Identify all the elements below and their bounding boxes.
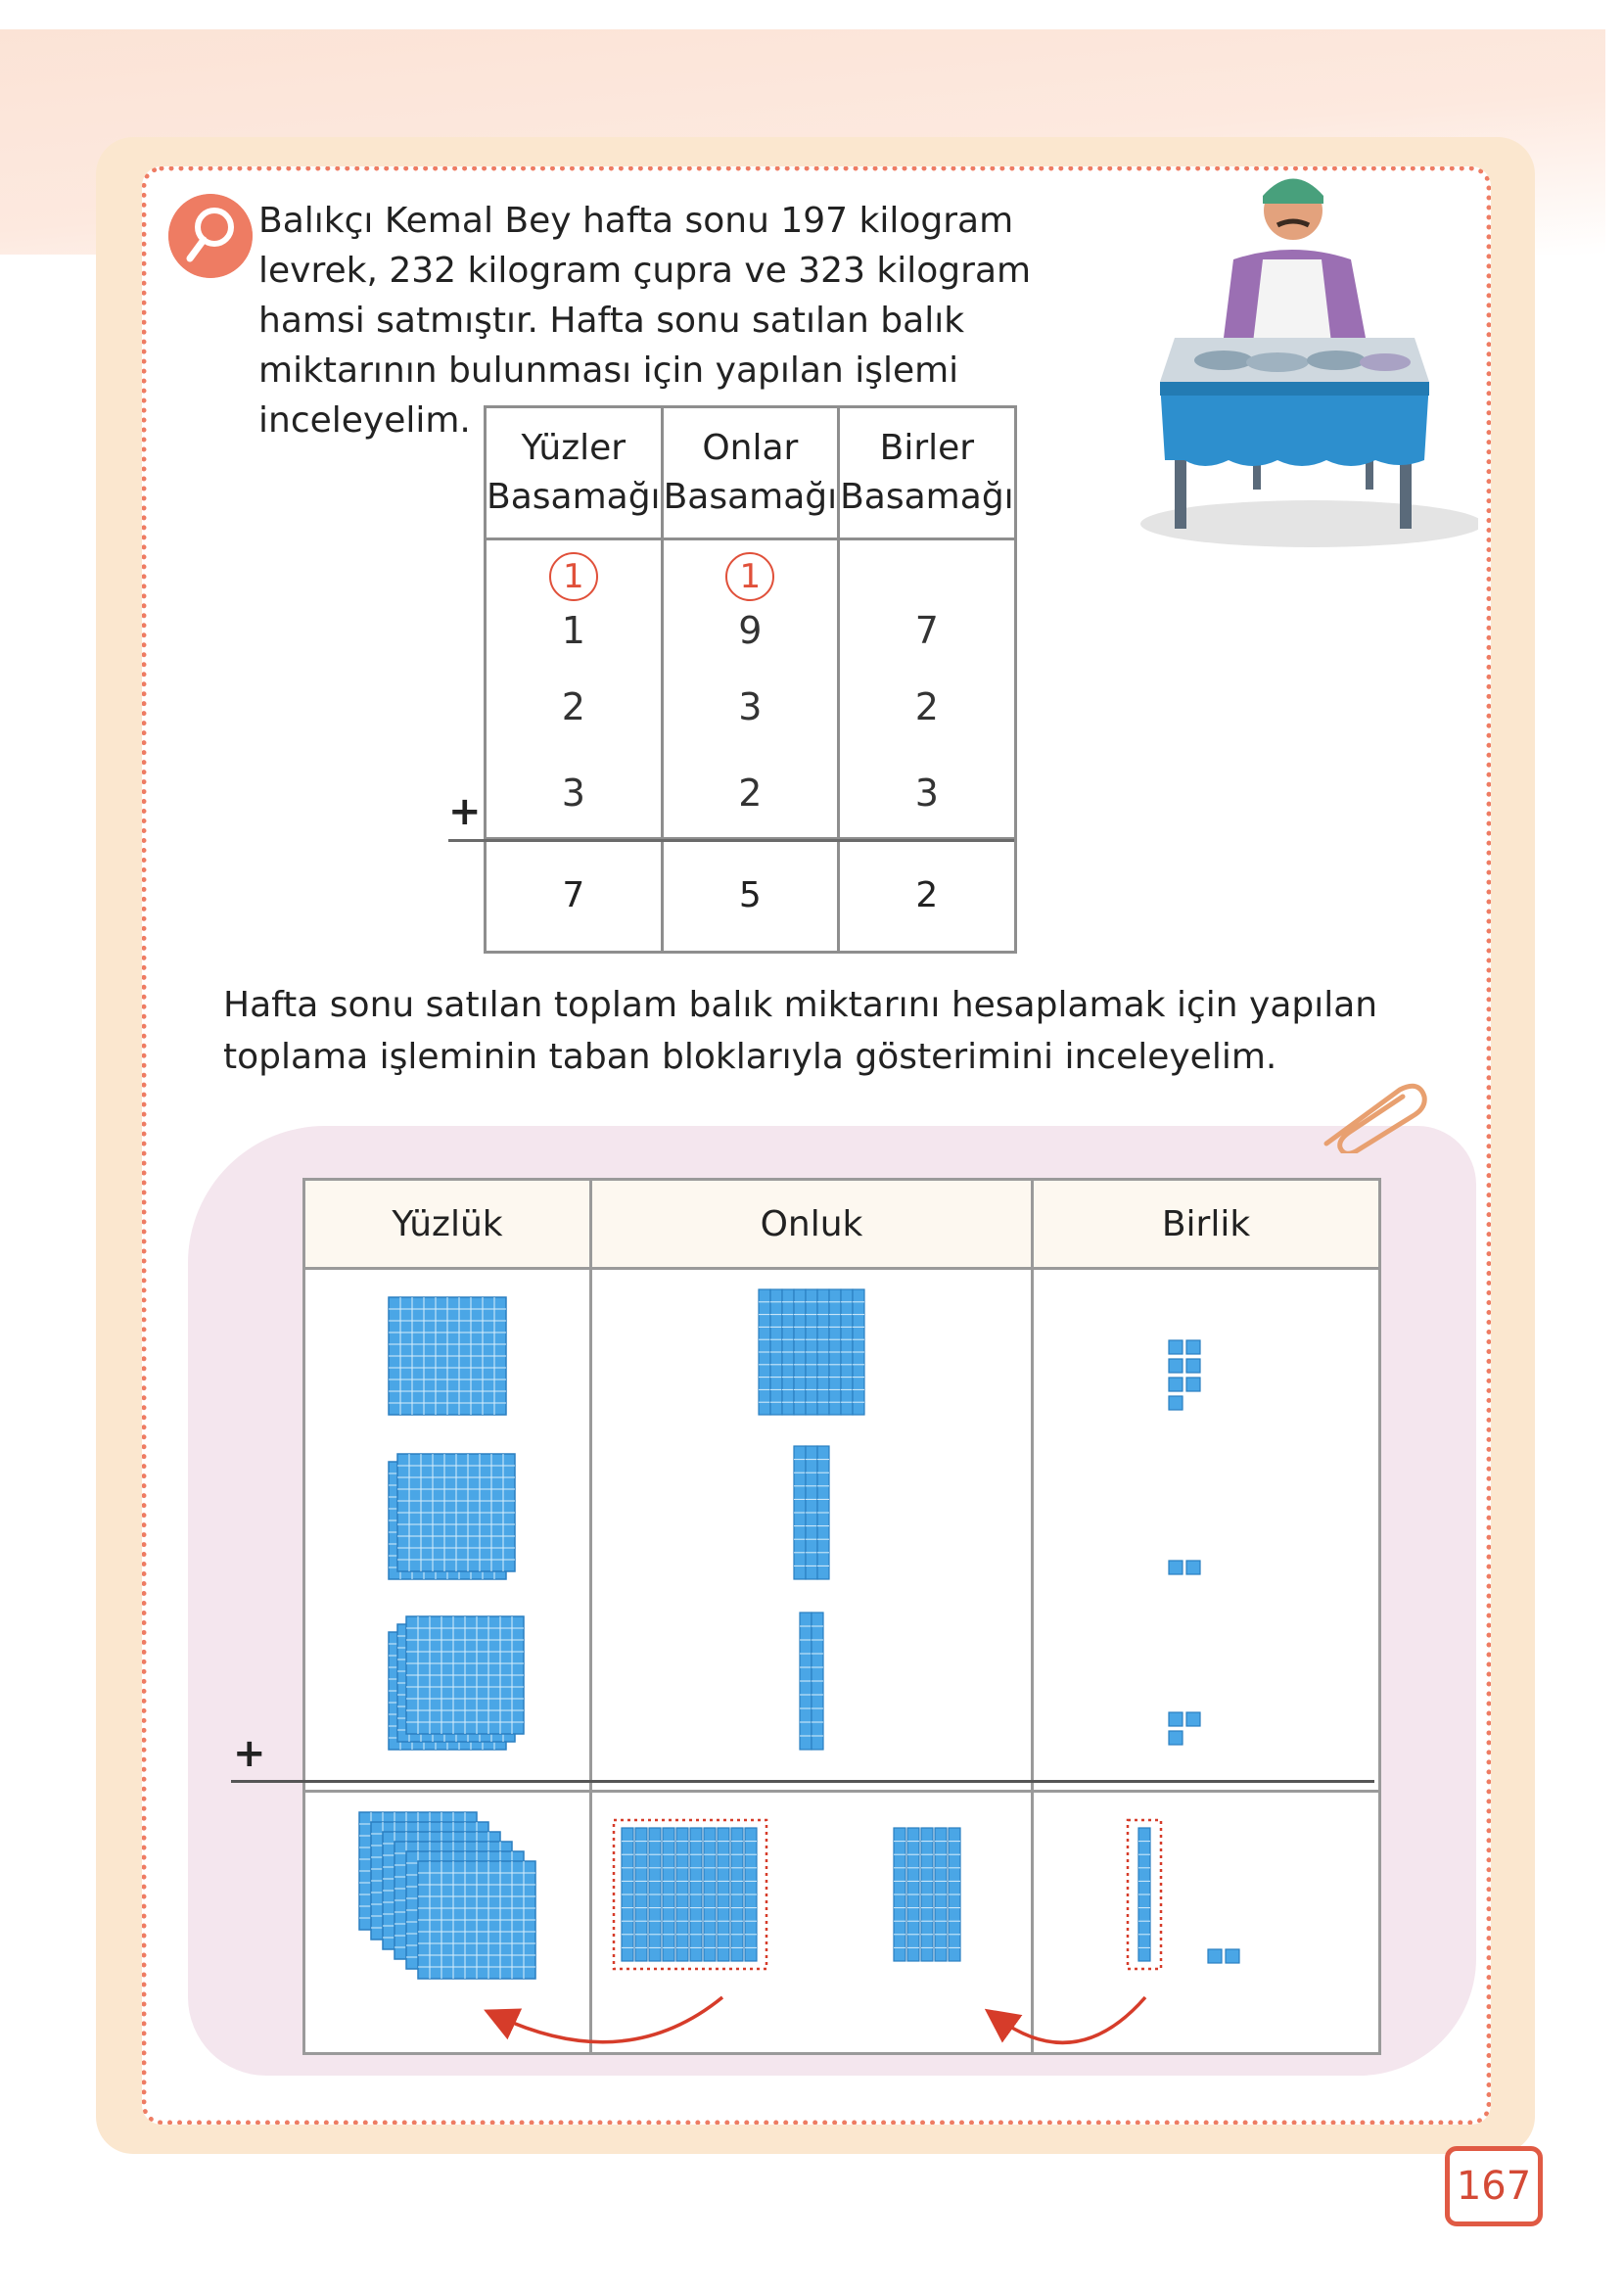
ones-grouped-rod — [1138, 1828, 1150, 1961]
digit-cell: 3 — [738, 685, 763, 728]
hundreds-blocks — [305, 1270, 589, 1781]
hundreds-column — [486, 539, 663, 839]
hundred-flat — [418, 1861, 535, 1979]
one-cube — [1169, 1712, 1183, 1726]
fisherman-illustration — [1116, 166, 1478, 548]
result-ones-cell — [1033, 1792, 1380, 2054]
ten-rod — [676, 1828, 688, 1961]
digit-cell: 3 — [914, 771, 939, 815]
digit-cell: 1 — [561, 609, 585, 652]
ten-rod — [829, 1289, 841, 1415]
ten-rod — [759, 1289, 770, 1415]
page-number: 167 — [1445, 2146, 1543, 2226]
ten-rod — [907, 1828, 919, 1961]
intro-text: Balıkçı Kemal Bey hafta sonu 197 kilogram levrek, 232 kilogram çupra ve 323 kilogram hamsi satmıştır. Hafta sonu satılan balık miktarının bulunması için yapılan işlemi inceleyelim. — [258, 201, 1032, 441]
result-ones-blocks — [1034, 1793, 1378, 2043]
hundreds-blocks-cell — [304, 1269, 591, 1792]
one-cube — [1208, 1949, 1222, 1963]
tens-column — [662, 539, 839, 839]
one-cube — [1186, 1378, 1200, 1391]
ten-rod — [704, 1828, 716, 1961]
one-cube — [1226, 1949, 1239, 1963]
hundred-flat — [397, 1454, 515, 1571]
tens-blocks-cell — [591, 1269, 1033, 1792]
one-cube — [1169, 1396, 1183, 1410]
header-birlik: Birlik — [1033, 1180, 1380, 1269]
digit-cell: 3 — [561, 771, 585, 815]
blocks-intro-text: Hafta sonu satılan toplam balık miktarını hesaplamak için yapılan toplama işleminin taban bloklarıyla gösterimini inceleyelim. — [223, 985, 1378, 1077]
result-tens-blocks — [592, 1793, 1031, 2043]
digit-cell: 2 — [738, 771, 763, 815]
one-cube — [1169, 1731, 1183, 1745]
ten-rod — [794, 1446, 806, 1579]
hundred-flat — [406, 1616, 524, 1734]
one-cube — [1186, 1359, 1200, 1373]
header-ones: Birler Basamağı — [839, 407, 1016, 539]
paperclip-icon — [1317, 1075, 1434, 1153]
one-cube — [1186, 1561, 1200, 1574]
result-hundreds: 7 — [486, 839, 663, 953]
ones-blocks-cell — [1033, 1269, 1380, 1792]
magnifier-icon — [168, 194, 253, 278]
sum-line — [231, 1780, 1374, 1783]
ten-rod — [690, 1828, 702, 1961]
ten-rod — [817, 1446, 829, 1579]
ten-rod — [949, 1828, 960, 1961]
ten-rod — [731, 1828, 743, 1961]
ten-rod — [649, 1828, 661, 1961]
tens-blocks — [592, 1270, 1031, 1781]
ten-rod — [806, 1446, 817, 1579]
one-cube — [1169, 1561, 1183, 1574]
carry-tens: 1 — [725, 552, 774, 601]
result-ones: 2 — [839, 839, 1016, 953]
digit-cell: 7 — [914, 609, 939, 652]
sum-line — [448, 839, 1014, 842]
header-tens: Onlar Basamağı — [662, 407, 839, 539]
result-tens: 5 — [662, 839, 839, 953]
place-value-table — [484, 405, 1017, 954]
ten-rod — [894, 1828, 905, 1961]
one-cube — [1186, 1712, 1200, 1726]
ten-rod — [770, 1289, 782, 1415]
header-yuzluk: Yüzlük — [304, 1180, 591, 1269]
one-cube — [1186, 1340, 1200, 1354]
ten-rod — [841, 1289, 853, 1415]
header-hundreds: Yüzler Basamağı — [486, 407, 663, 539]
ten-rod — [853, 1289, 864, 1415]
ten-rod — [622, 1828, 633, 1961]
ten-rod — [817, 1289, 829, 1415]
ten-rod — [794, 1289, 806, 1415]
plus-sign: + — [448, 789, 482, 834]
ten-rod — [806, 1289, 817, 1415]
base-ten-blocks-table — [302, 1178, 1381, 2055]
ten-rod — [782, 1289, 794, 1415]
plus-sign: + — [233, 1731, 266, 1776]
hundred-flat — [389, 1297, 506, 1415]
one-cube — [1169, 1340, 1183, 1354]
ten-rod — [800, 1613, 812, 1750]
ten-rod — [812, 1613, 823, 1750]
ten-rod — [935, 1828, 947, 1961]
header-onluk: Onluk — [591, 1180, 1033, 1269]
ten-rod — [663, 1828, 674, 1961]
ones-column — [839, 539, 1016, 839]
ten-rod — [718, 1828, 729, 1961]
digit-cell: 2 — [914, 685, 939, 728]
ten-rod — [745, 1828, 757, 1961]
digit-cell: 2 — [561, 685, 585, 728]
result-hundreds-blocks — [305, 1793, 589, 2043]
ten-rod — [921, 1828, 933, 1961]
one-cube — [1169, 1359, 1183, 1373]
result-hundreds-cell — [304, 1792, 591, 2054]
ten-rod — [635, 1828, 647, 1961]
ones-blocks — [1034, 1270, 1378, 1781]
result-tens-cell — [591, 1792, 1033, 2054]
carry-hundreds: 1 — [549, 552, 598, 601]
one-cube — [1169, 1378, 1183, 1391]
digit-cell: 9 — [738, 609, 763, 652]
